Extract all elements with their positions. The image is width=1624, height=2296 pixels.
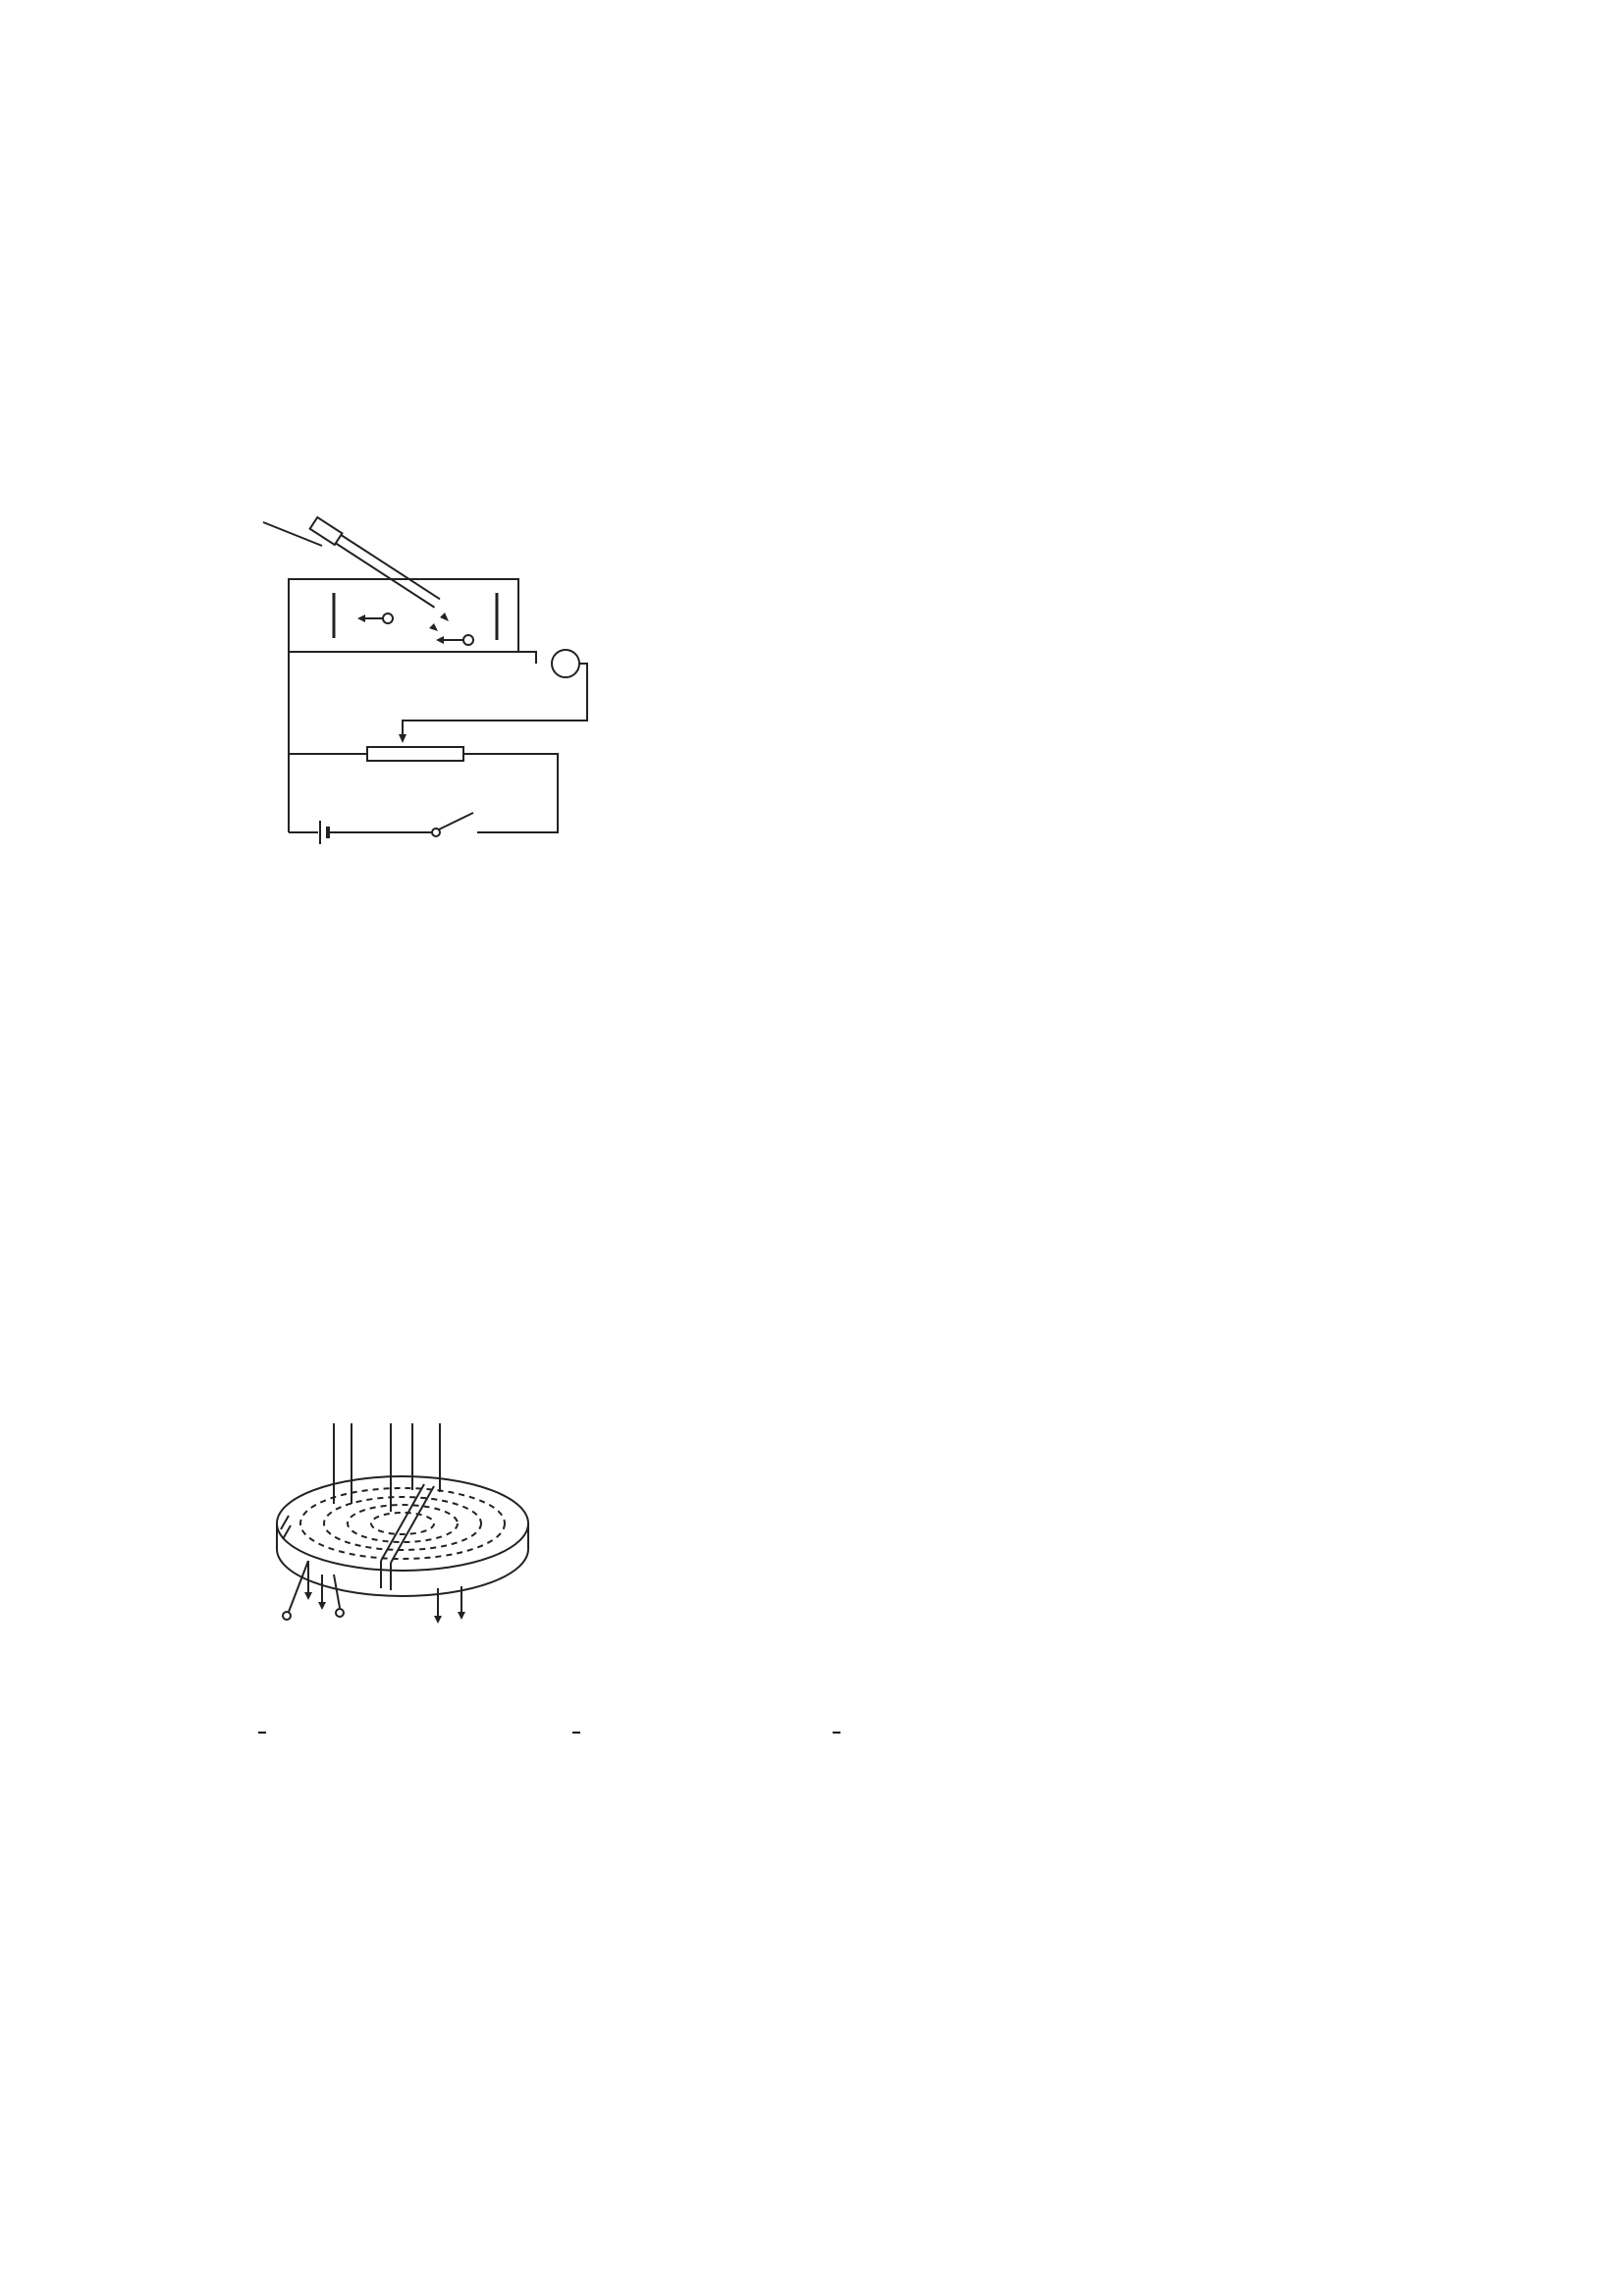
- tube-wire: [289, 579, 518, 652]
- lead-wire-right: [334, 1575, 340, 1608]
- fraction: [258, 1732, 266, 1734]
- q2-option-d[interactable]: [1083, 1688, 1095, 1777]
- q2-option-b[interactable]: [563, 1688, 580, 1777]
- numerator: [258, 1732, 266, 1734]
- q2-option-c[interactable]: [823, 1688, 840, 1777]
- numerator: [833, 1732, 840, 1734]
- switch-lever: [439, 813, 473, 829]
- numerator: [572, 1732, 580, 1734]
- lead-wire-left: [289, 1561, 308, 1612]
- q2-cyclotron-figure: [244, 1414, 538, 1649]
- fraction: [833, 1732, 840, 1734]
- switch-contact: [432, 828, 440, 836]
- photoelectric-circuit-diagram: [245, 503, 658, 866]
- terminal-right: [336, 1609, 344, 1617]
- light-beam: [310, 517, 441, 609]
- microammeter: [552, 650, 579, 677]
- q1-circuit-figure: [245, 503, 658, 866]
- fraction: [572, 1732, 580, 1734]
- rheostat: [367, 747, 463, 761]
- cyclotron-diagram: [244, 1414, 538, 1649]
- terminal-left: [283, 1612, 291, 1620]
- q2-option-a[interactable]: [248, 1688, 266, 1777]
